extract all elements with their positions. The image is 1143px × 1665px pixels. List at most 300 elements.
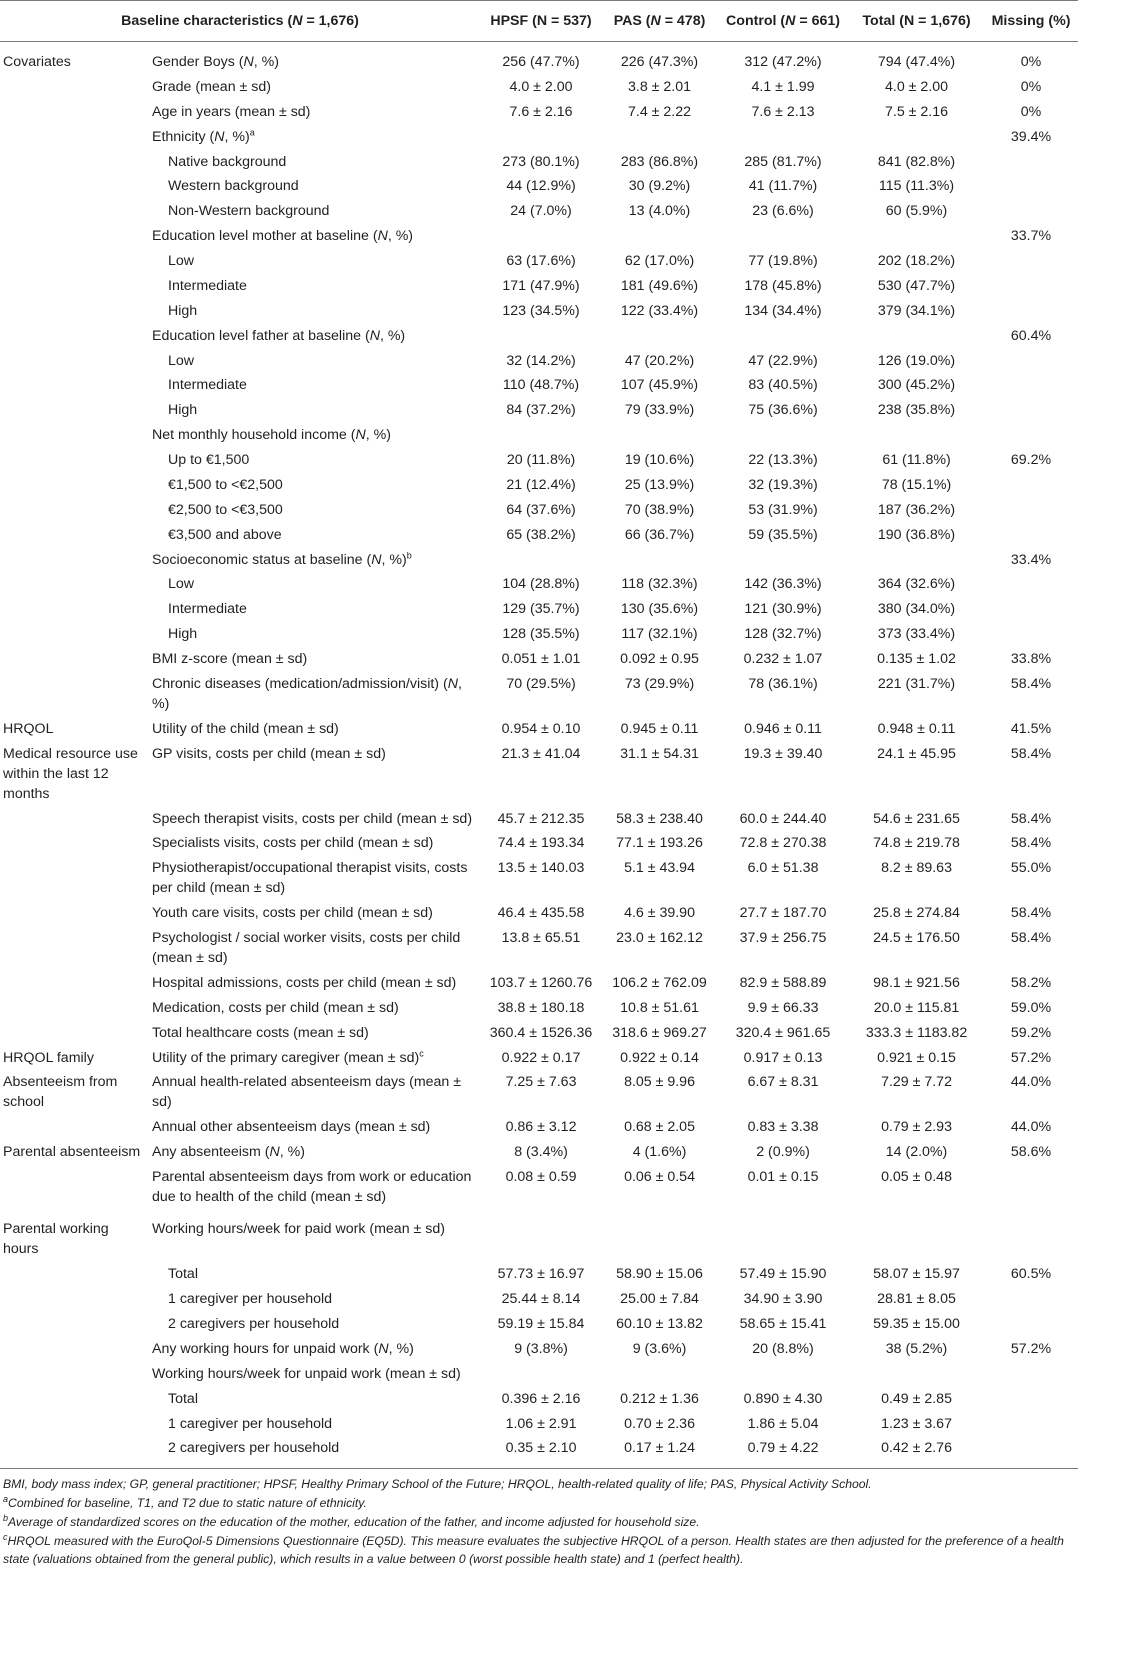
cell-control <box>717 1209 849 1261</box>
table-row <box>0 1436 1078 1469</box>
cell-hpsf: 63 (17.6%) <box>506 253 576 269</box>
cell-missing: 60.5% <box>1010 1266 1052 1283</box>
cell-hpsf: 7.25 ± 7.63 <box>505 1074 577 1091</box>
cell-pas: 226 (47.3%) <box>620 54 699 70</box>
cell-control: 57.49 ± 15.90 <box>739 1266 827 1283</box>
cell-control: 312 (47.2%) <box>744 54 822 70</box>
row-label-text: Medication, costs per child (mean ± sd) <box>152 999 399 1016</box>
row-section <box>0 597 148 622</box>
row-section <box>0 901 148 926</box>
table-row <box>0 647 1078 672</box>
cell-missing <box>984 572 1078 597</box>
cell-total: 300 (45.2%) <box>877 377 956 394</box>
row-label-text: Working hours/week for paid work (mean ± sd) <box>152 1221 445 1238</box>
table-row <box>0 622 1078 647</box>
table-row <box>0 124 1078 149</box>
table-row <box>0 74 1078 99</box>
table-row <box>0 273 1078 298</box>
row-label-text: Education level father at baseline (N, %) <box>152 327 406 344</box>
cell-total: 61 (11.8%) <box>882 452 951 468</box>
cell-missing: 33.7% <box>1010 228 1052 245</box>
row-label <box>148 622 480 647</box>
cell-control <box>717 124 849 149</box>
row-label <box>148 398 480 423</box>
cell-pas: 73 (29.9%) <box>624 675 695 692</box>
cell-control: 6.0 ± 51.38 <box>747 860 819 877</box>
footnote-c <box>3 1532 1078 1569</box>
row-section: HRQOL family <box>3 1049 94 1066</box>
row-section: HRQOL <box>3 720 54 737</box>
table-row <box>0 472 1078 497</box>
cell-pas: 0.945 ± 0.11 <box>620 720 699 737</box>
cell-missing <box>984 423 1078 448</box>
table-row <box>0 249 1078 274</box>
row-label <box>148 1165 480 1210</box>
row-section <box>0 572 148 597</box>
cell-total: 794 (47.4%) <box>877 54 956 70</box>
cell-total: 0.135 ± 1.02 <box>877 651 956 667</box>
cell-missing: 55.0% <box>1010 860 1052 877</box>
table-row <box>0 806 1078 831</box>
row-label-text: Any absenteeism (N, %) <box>152 1144 305 1161</box>
cell-missing <box>984 348 1078 373</box>
table-row <box>0 1115 1078 1140</box>
cell-missing: 57.2% <box>1010 1049 1052 1066</box>
row-section <box>0 547 148 572</box>
cell-total: 202 (18.2%) <box>877 253 956 269</box>
table-row <box>0 1337 1078 1362</box>
row-label-text: High <box>168 626 198 643</box>
cell-pas: 58.3 ± 238.40 <box>616 810 703 827</box>
cell-hpsf: 20 (11.8%) <box>506 452 576 468</box>
cell-missing: 0% <box>1020 103 1042 120</box>
row-label-text: €1,500 to <€2,500 <box>168 476 283 493</box>
row-section <box>0 995 148 1020</box>
table-row <box>0 1209 1078 1261</box>
table-row <box>0 926 1078 971</box>
cell-pas: 66 (36.7%) <box>624 526 695 543</box>
row-label <box>148 224 480 249</box>
cell-control: 82.9 ± 588.89 <box>739 974 827 991</box>
cell-missing: 0% <box>1020 78 1042 95</box>
footnote-a <box>3 1494 1078 1513</box>
cell-missing <box>984 1411 1078 1436</box>
row-label-text: 2 caregivers per household <box>168 1440 340 1457</box>
footnote-c-text: HRQOL measured with the EuroQol-5 Dimensions Questionnaire (EQ5D). This measure evaluates the subjective HRQOL of a person. Health states are then adjusted for the preference of a health state (valuations obtained from the general public), which results in a value between 0 (worst possible health state) and 1 (perfect health). <box>3 1533 1064 1567</box>
cell-missing <box>984 472 1078 497</box>
cell-pas: 31.1 ± 54.31 <box>620 745 699 762</box>
row-section <box>0 199 148 224</box>
row-label-text: High <box>168 402 198 419</box>
cell-control: 0.890 ± 4.30 <box>743 1390 823 1407</box>
cell-missing <box>984 273 1078 298</box>
cell-pas: 4 (1.6%) <box>632 1144 687 1161</box>
cell-hpsf: 46.4 ± 435.58 <box>497 905 585 922</box>
row-label <box>148 273 480 298</box>
cell-pas: 3.8 ± 2.01 <box>628 78 692 95</box>
row-label <box>148 1020 480 1045</box>
cell-total <box>849 547 984 572</box>
row-section <box>0 472 148 497</box>
table-row <box>0 1287 1078 1312</box>
cell-total: 24.5 ± 176.50 <box>873 930 960 946</box>
row-section: Medical resource use within the last 12 months <box>3 745 138 802</box>
cell-total: 841 (82.8%) <box>877 153 956 170</box>
row-section <box>0 373 148 398</box>
cell-control: 128 (32.7%) <box>744 626 822 643</box>
row-label-text: Total <box>168 1266 198 1283</box>
row-label-text: Specialists visits, costs per child (mean ± sd) <box>152 835 434 852</box>
cell-control: 20 (8.8%) <box>752 1340 814 1357</box>
cell-missing <box>984 373 1078 398</box>
cell-control: 32 (19.3%) <box>748 476 818 493</box>
row-label <box>148 423 480 448</box>
cell-hpsf: 13.5 ± 140.03 <box>497 860 585 877</box>
footnote-c-mark: c <box>3 1531 8 1542</box>
cell-hpsf: 70 (29.5%) <box>506 675 576 692</box>
table-row <box>0 1020 1078 1045</box>
row-section <box>0 856 148 901</box>
row-label <box>148 1287 480 1312</box>
cell-control: 27.7 ± 187.70 <box>739 905 827 922</box>
cell-missing <box>984 398 1078 423</box>
cell-hpsf: 171 (47.9%) <box>502 277 580 294</box>
row-section <box>0 522 148 547</box>
cell-pas: 122 (33.4%) <box>620 302 699 319</box>
cell-hpsf: 9 (3.8%) <box>514 1340 568 1357</box>
cell-missing: 58.6% <box>1010 1144 1052 1161</box>
cell-hpsf: 0.922 ± 0.17 <box>501 1049 581 1066</box>
cell-hpsf: 21 (12.4%) <box>506 476 576 493</box>
cell-missing: 58.2% <box>1010 974 1052 991</box>
row-section <box>0 298 148 323</box>
row-section <box>0 149 148 174</box>
cell-total: 28.81 ± 8.05 <box>877 1291 956 1308</box>
cell-total <box>849 1209 984 1261</box>
cell-control: 23 (6.6%) <box>752 203 814 220</box>
table-row <box>0 522 1078 547</box>
cell-pas: 77.1 ± 193.26 <box>616 835 703 852</box>
cell-pas: 5.1 ± 43.94 <box>624 860 695 877</box>
row-label <box>148 497 480 522</box>
cell-pas: 318.6 ± 969.27 <box>612 1024 707 1041</box>
cell-hpsf <box>480 1361 602 1386</box>
row-label <box>148 249 480 274</box>
cell-total: 78 (15.1%) <box>881 476 952 493</box>
row-section: Covariates <box>3 54 71 70</box>
row-footnote-mark: b <box>406 549 412 560</box>
cell-pas <box>602 1361 717 1386</box>
cell-pas <box>602 224 717 249</box>
cell-missing <box>984 1165 1078 1210</box>
row-label <box>148 671 480 716</box>
cell-pas <box>602 1209 717 1261</box>
cell-pas <box>602 323 717 348</box>
row-section <box>0 224 148 249</box>
cell-pas: 13 (4.0%) <box>628 203 691 220</box>
cell-hpsf: 7.6 ± 2.16 <box>509 103 573 120</box>
table-row <box>0 995 1078 1020</box>
table-row <box>0 831 1078 856</box>
cell-pas: 30 (9.2%) <box>628 178 691 195</box>
cell-total: 4.0 ± 2.00 <box>885 78 949 95</box>
cell-total: 0.948 ± 0.11 <box>877 720 956 737</box>
row-label <box>148 124 480 149</box>
cell-pas: 0.922 ± 0.14 <box>620 1049 699 1066</box>
row-label-text: Socioeconomic status at baseline (N, %) <box>152 551 407 568</box>
row-section: Absenteeism from school <box>3 1074 118 1111</box>
cell-hpsf: 25.44 ± 8.14 <box>501 1291 581 1308</box>
cell-control: 77 (19.8%) <box>748 253 818 269</box>
cell-total: 333.3 ± 1183.82 <box>865 1024 968 1041</box>
row-label-text: Ethnicity (N, %) <box>152 128 250 145</box>
row-label <box>148 597 480 622</box>
cell-pas: 118 (32.3%) <box>621 576 698 593</box>
cell-hpsf: 0.396 ± 2.16 <box>501 1390 581 1407</box>
row-label-text: Gender Boys (N, %) <box>152 54 279 70</box>
cell-missing <box>984 1361 1078 1386</box>
cell-total: 0.42 ± 2.76 <box>881 1440 952 1457</box>
table-row <box>0 1140 1078 1165</box>
cell-hpsf: 8 (3.4%) <box>514 1144 568 1161</box>
cell-missing <box>984 1436 1078 1469</box>
cell-hpsf: 32 (14.2%) <box>506 352 576 369</box>
cell-missing <box>984 199 1078 224</box>
cell-hpsf <box>480 224 602 249</box>
cell-hpsf <box>480 423 602 448</box>
row-label-text: Psychologist / social worker visits, costs per child (mean ± sd) <box>152 930 461 966</box>
row-label <box>148 199 480 224</box>
cell-control: 78 (36.1%) <box>748 675 818 692</box>
row-section <box>0 1411 148 1436</box>
table-row <box>0 224 1078 249</box>
row-section <box>0 647 148 672</box>
row-label <box>148 572 480 597</box>
cell-hpsf: 0.86 ± 3.12 <box>505 1119 577 1136</box>
footnote-abbreviations: BMI, body mass index; GP, general practitioner; HPSF, Healthy Primary School of the Future; HRQOL, health-related quality of life; PAS, Physical Activity School. <box>3 1477 872 1492</box>
row-label-text: Physiotherapist/occupational therapist visits, costs per child (mean ± sd) <box>152 860 468 897</box>
table-row <box>0 298 1078 323</box>
table-row <box>0 901 1078 926</box>
row-label-text: BMI z-score (mean ± sd) <box>152 651 308 667</box>
cell-total: 0.49 ± 2.85 <box>881 1390 952 1407</box>
cell-control: 2 (0.9%) <box>756 1144 810 1161</box>
cell-pas: 9 (3.6%) <box>632 1340 687 1357</box>
row-label-text: Age in years (mean ± sd) <box>152 103 311 120</box>
row-label <box>148 1411 480 1436</box>
cell-hpsf: 21.3 ± 41.04 <box>501 745 581 762</box>
row-label-text: High <box>168 302 198 319</box>
row-label <box>148 995 480 1020</box>
cell-total: 0.921 ± 0.15 <box>877 1049 956 1066</box>
cell-hpsf: 0.051 ± 1.01 <box>501 651 581 667</box>
cell-missing: 60.4% <box>1010 327 1052 344</box>
row-label-text: €3,500 and above <box>168 526 282 543</box>
cell-hpsf: 1.06 ± 2.91 <box>505 1415 577 1432</box>
table-row <box>0 970 1078 995</box>
row-label-text: Speech therapist visits, costs per child (mean ± sd) <box>152 810 473 827</box>
table-row <box>0 348 1078 373</box>
row-section <box>0 124 148 149</box>
row-label <box>148 472 480 497</box>
table-row <box>0 398 1078 423</box>
table-row <box>0 323 1078 348</box>
cell-hpsf: 65 (38.2%) <box>506 526 576 543</box>
cell-control: 41 (11.7%) <box>748 178 818 195</box>
footnote-b-text: Average of standardized scores on the education of the mother, education of the father, and income adjusted for household size. <box>8 1514 700 1529</box>
cell-hpsf: 129 (35.7%) <box>502 601 580 618</box>
cell-control: 0.79 ± 4.22 <box>747 1440 819 1457</box>
cell-missing: 58.4% <box>1010 930 1052 946</box>
cell-hpsf: 0.35 ± 2.10 <box>505 1440 577 1457</box>
cell-missing: 0% <box>1020 54 1042 70</box>
row-label <box>148 1045 480 1070</box>
cell-control: 83 (40.5%) <box>748 377 818 394</box>
row-label <box>148 522 480 547</box>
row-label-text: Low <box>168 253 195 269</box>
cell-pas: 47 (20.2%) <box>624 352 695 369</box>
cell-hpsf: 74.4 ± 193.34 <box>497 835 585 852</box>
cell-missing <box>984 174 1078 199</box>
cell-hpsf: 104 (28.8%) <box>502 576 580 593</box>
cell-missing: 41.5% <box>1010 720 1052 737</box>
cell-pas: 130 (35.6%) <box>620 601 699 618</box>
row-section: Parental working hours <box>3 1221 109 1258</box>
cell-total: 1.23 ± 3.67 <box>881 1415 952 1432</box>
row-label-text: Education level mother at baseline (N, %) <box>152 228 414 245</box>
cell-pas: 283 (86.8%) <box>620 153 699 170</box>
cell-total: 221 (31.7%) <box>877 675 956 692</box>
footnote-a-text: Combined for baseline, T1, and T2 due to static nature of ethnicity. <box>8 1496 367 1511</box>
table-row <box>0 1386 1078 1411</box>
row-label-text: Native background <box>168 153 287 170</box>
cell-control: 134 (34.4%) <box>744 302 822 319</box>
cell-pas: 0.06 ± 0.54 <box>624 1169 695 1185</box>
table-row <box>0 671 1078 716</box>
cell-total: 187 (36.2%) <box>877 501 956 518</box>
row-footnote-mark: c <box>419 1047 424 1058</box>
table-footnotes <box>0 1469 1078 1569</box>
row-label-text: €2,500 to <€3,500 <box>168 501 283 518</box>
cell-control <box>717 547 849 572</box>
cell-total: 530 (47.7%) <box>877 277 956 294</box>
cell-control: 142 (36.3%) <box>744 576 822 593</box>
cell-total <box>849 224 984 249</box>
cell-hpsf: 44 (12.9%) <box>506 178 576 195</box>
header-pas: PAS (N = 478) <box>602 1 717 42</box>
cell-total <box>849 124 984 149</box>
row-label <box>148 1115 480 1140</box>
cell-control: 6.67 ± 8.31 <box>747 1074 819 1091</box>
table-row <box>0 423 1078 448</box>
row-label-text: Hospital admissions, costs per child (mean ± sd) <box>152 974 457 991</box>
row-section <box>0 497 148 522</box>
row-section <box>0 622 148 647</box>
cell-missing: 58.4% <box>1010 675 1052 692</box>
row-section <box>0 926 148 971</box>
table-row <box>0 1262 1078 1287</box>
row-label <box>148 1436 480 1469</box>
row-section <box>0 970 148 995</box>
row-label <box>148 99 480 124</box>
cell-total: 60 (5.9%) <box>885 203 948 220</box>
row-label-text: Non-Western background <box>168 203 330 220</box>
row-section <box>0 1165 148 1210</box>
cell-control: 75 (36.6%) <box>748 402 818 419</box>
cell-missing <box>984 1386 1078 1411</box>
row-label <box>148 1312 480 1337</box>
row-section <box>0 348 148 373</box>
cell-hpsf: 13.8 ± 65.51 <box>501 930 581 946</box>
cell-missing <box>984 298 1078 323</box>
cell-missing <box>984 622 1078 647</box>
row-section: Parental absenteeism <box>3 1144 141 1161</box>
table-row <box>0 716 1078 741</box>
cell-total: 190 (36.8%) <box>877 526 956 543</box>
row-label-text: Grade (mean ± sd) <box>152 78 271 95</box>
cell-hpsf: 110 (48.7%) <box>502 377 580 394</box>
table-row <box>0 448 1078 473</box>
cell-missing <box>984 597 1078 622</box>
cell-total: 14 (2.0%) <box>885 1144 948 1161</box>
cell-control: 285 (81.7%) <box>744 153 822 170</box>
cell-hpsf: 123 (34.5%) <box>502 302 580 319</box>
cell-hpsf: 84 (37.2%) <box>506 402 576 419</box>
cell-missing: 58.4% <box>1010 905 1052 922</box>
row-label-text: Annual other absenteeism days (mean ± sd) <box>152 1119 431 1136</box>
cell-hpsf: 57.73 ± 16.97 <box>497 1266 585 1283</box>
cell-pas <box>602 124 717 149</box>
row-label <box>148 1386 480 1411</box>
cell-control: 34.90 ± 3.90 <box>743 1291 823 1308</box>
cell-missing: 57.2% <box>1010 1340 1052 1357</box>
cell-total: 98.1 ± 921.56 <box>873 974 960 991</box>
table-row <box>0 1411 1078 1436</box>
row-label <box>148 149 480 174</box>
row-section <box>0 249 148 274</box>
cell-hpsf: 128 (35.5%) <box>502 626 580 643</box>
cell-control: 37.9 ± 256.75 <box>739 930 827 946</box>
table-row <box>0 497 1078 522</box>
row-section <box>0 323 148 348</box>
row-section <box>0 1361 148 1386</box>
cell-pas <box>602 423 717 448</box>
row-label <box>148 547 480 572</box>
cell-total: 364 (32.6%) <box>877 576 956 593</box>
row-label <box>148 901 480 926</box>
row-section <box>0 74 148 99</box>
cell-hpsf <box>480 1209 602 1261</box>
cell-control: 7.6 ± 2.13 <box>751 103 815 120</box>
cell-total: 373 (33.4%) <box>877 626 956 643</box>
cell-hpsf: 64 (37.6%) <box>506 501 576 518</box>
cell-missing: 33.8% <box>1010 651 1052 667</box>
header-hpsf: HPSF (N = 537) <box>480 1 602 42</box>
table-row <box>0 149 1078 174</box>
cell-control: 22 (13.3%) <box>748 452 818 468</box>
row-label <box>148 298 480 323</box>
table-row <box>0 547 1078 572</box>
row-section <box>0 398 148 423</box>
cell-missing <box>984 1287 1078 1312</box>
cell-hpsf: 4.0 ± 2.00 <box>509 78 573 95</box>
cell-missing: 44.0% <box>1010 1119 1052 1136</box>
cell-pas: 8.05 ± 9.96 <box>624 1074 695 1091</box>
table-row <box>0 373 1078 398</box>
cell-pas: 23.0 ± 162.12 <box>616 930 703 946</box>
cell-missing <box>984 522 1078 547</box>
cell-control <box>717 224 849 249</box>
